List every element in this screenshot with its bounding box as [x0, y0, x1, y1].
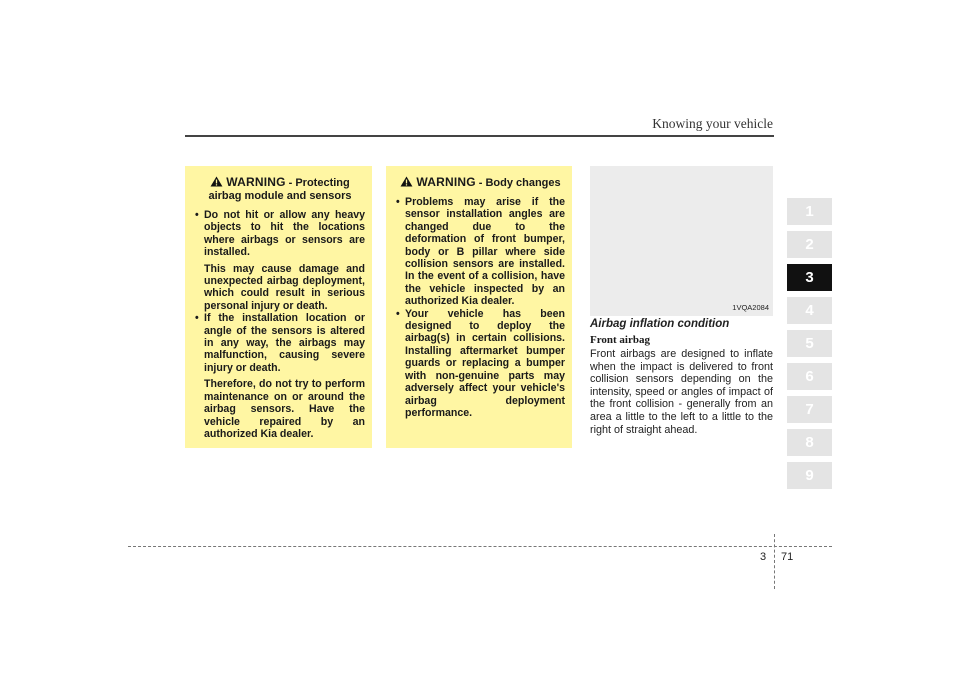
- figure-placeholder: [590, 166, 773, 316]
- chapter-tab-5[interactable]: 5: [787, 330, 832, 357]
- warning-bullet: [396, 196, 565, 308]
- page-chapter-number: 3: [760, 551, 767, 563]
- chapter-tab-4[interactable]: 4: [787, 297, 832, 324]
- warning-heading: [195, 176, 365, 203]
- header-title: Knowing your vehicle: [652, 116, 773, 131]
- warning-paragraph: • Your vehicle has been designed to deploy the airbag(s) in certain collisions. Installing aftermarket bumper guards or replacing a bumper with non-genuine parts may adversely affect your vehicle's airbag deployment performance.: [405, 307, 565, 419]
- chapter-tab-1[interactable]: 1: [787, 198, 832, 225]
- warning-subtitle: - Protecting airbag module and sensors: [208, 177, 352, 202]
- footer-divider: [774, 534, 775, 589]
- warning-triangle-icon: [400, 176, 413, 187]
- warning-label: WARNING: [226, 175, 286, 189]
- chapter-tab-9[interactable]: 9: [787, 462, 832, 489]
- warning-triangle-icon: [210, 176, 223, 187]
- chapter-tab-7[interactable]: 7: [787, 396, 832, 423]
- warning-box-airbag-module: [185, 166, 372, 448]
- warning-label: WARNING: [416, 175, 476, 189]
- figure-code: 1VQA2084: [732, 303, 769, 312]
- warning-paragraph: • If the installation location or angle of the sensors is altered in any way, the airbags may malfunction, causing severe injury or death.: [204, 312, 365, 374]
- warning-bullet: [396, 308, 565, 420]
- section-heading: Airbag inflation condition: [590, 318, 730, 330]
- chapter-tab-2[interactable]: 2: [787, 231, 832, 258]
- sub-heading: Front airbag: [590, 334, 650, 346]
- warning-heading: [396, 176, 565, 190]
- warning-paragraph: • Problems may arise if the sensor installation angles are changed due to the deformation of front bumper, body or B pillar where side collision sensors are installed. In the event of a collision, have the vehicle inspected by an authorized Kia dealer.: [405, 196, 565, 308]
- header-rule: [185, 135, 774, 137]
- page-number: 71: [781, 551, 794, 563]
- chapter-tab-8[interactable]: 8: [787, 429, 832, 456]
- warning-bullet: [195, 312, 365, 440]
- footer-rule: [128, 546, 832, 547]
- warning-box-body-changes: [386, 166, 572, 448]
- warning-paragraph: • Do not hit or allow any heavy objects to hit the locations where airbags or sensors are installed.: [204, 209, 365, 259]
- warning-subtitle: - Body changes: [478, 177, 561, 189]
- body-paragraph: Front airbags are designed to inflate when the impact is delivered to front collision sensors depending on the intensity, speed or angles of impact of the front collision - generally from an area a little to the left to a little to the right of straight ahead.: [590, 348, 773, 436]
- warning-bullet: [195, 209, 365, 312]
- warning-paragraph: Therefore, do not try to perform maintenance on or around the airbag sensors. Have the vehicle repaired by an authorized Kia dealer.: [204, 378, 365, 440]
- chapter-tabs: [787, 198, 832, 495]
- warning-paragraph: This may cause damage and unexpected airbag deployment, which could result in serious personal injury or death.: [204, 262, 365, 312]
- chapter-tab-3[interactable]: 3: [787, 264, 832, 291]
- warning-bullet-list: [396, 196, 565, 419]
- chapter-tab-6[interactable]: 6: [787, 363, 832, 390]
- warning-bullet-list: [195, 209, 365, 440]
